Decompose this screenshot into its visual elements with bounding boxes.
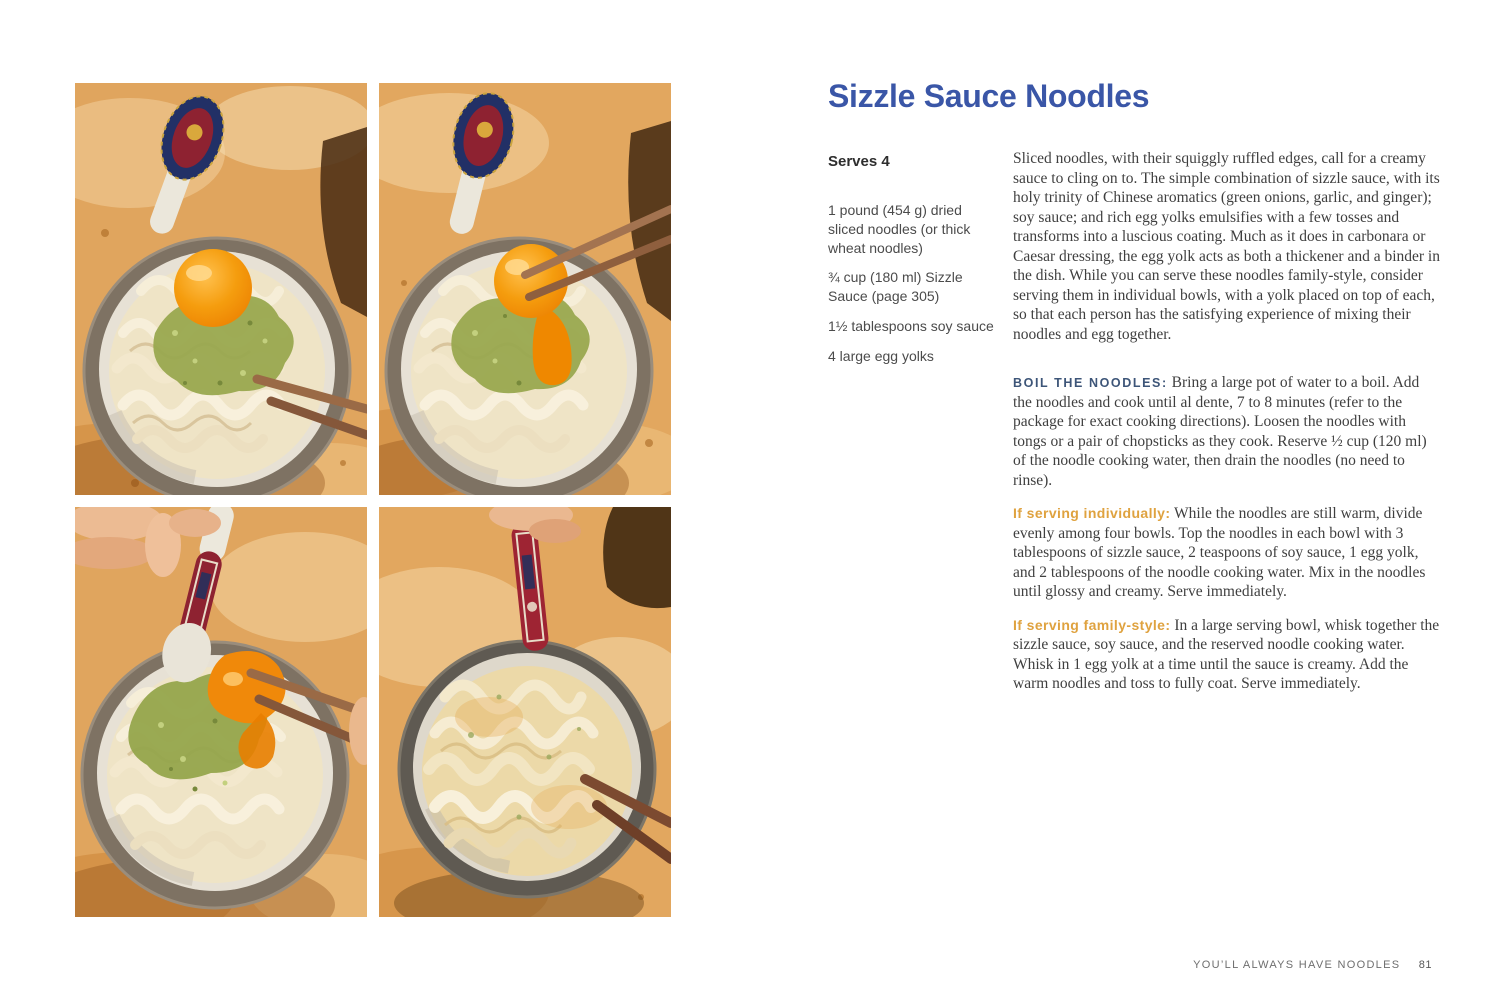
serves-label: Serves 4 <box>828 153 890 170</box>
step-boil-the-noodles <box>1013 373 1441 490</box>
recipe-title: Sizzle Sauce Noodles <box>828 78 1150 114</box>
photo-hand-mixing-noodles-image <box>75 507 367 917</box>
step-serving-individually <box>1013 504 1441 602</box>
running-head: YOU’LL ALWAYS HAVE NOODLES <box>1193 959 1401 971</box>
step-text-individually: While the noodles are still warm, divide evenly among four bowls. Top the noodles in each bowl with 3 tablespoons of sizzle sauce, 2 teaspoons of soy sauce, 1 egg yolk, and 2 tablespoons of the noodle cooking water. Mix in the noodles until glossy and creamy. Serve immediately. <box>1013 505 1426 601</box>
photo-chopsticks-piercing-yolk <box>379 83 671 495</box>
photo-chopsticks-piercing-yolk-image <box>379 83 671 495</box>
ingredient-item: 1 pound (454 g) dried sliced noodles (or thick wheat noodles) <box>828 202 971 256</box>
photo-noodles-whole-yolk <box>75 83 367 495</box>
ingredients-sidebar <box>828 153 996 376</box>
page-number: 81 <box>1418 959 1432 971</box>
ingredient-item: ¾ cup (180 ml) Sizzle Sauce (page 305) <box>828 269 963 304</box>
ingredient-item: 4 large egg yolks <box>828 347 934 364</box>
step-serving-family-style <box>1013 616 1441 694</box>
step-text-boil: Bring a large pot of water to a boil. Add the noodles and cook until al dente, 7 to 8 minutes (refer to the package for exact cooking directions). Loosen the noodles with tongs or a pair of chopsticks as they cook. Reserve ½ cup (120 ml) of the noodle cooking water, then drain the noodles (no need to rinse). <box>1013 374 1427 489</box>
recipe-body-column <box>1013 149 1441 708</box>
step-heading-individually: If serving individually: <box>1013 505 1171 522</box>
photo-mixed-noodles <box>379 507 671 917</box>
photo-hand-mixing-noodles <box>75 507 367 917</box>
photo-noodles-whole-yolk-image <box>75 83 367 495</box>
step-heading-boil: BOIL THE NOODLES: <box>1013 376 1168 391</box>
ingredient-item: 1½ tablespoons soy sauce <box>828 317 994 334</box>
photo-grid <box>75 83 671 917</box>
running-footer <box>1193 959 1432 971</box>
step-heading-family-style: If serving family-style: <box>1013 616 1171 633</box>
photo-mixed-noodles-image <box>379 507 671 917</box>
step-text-family-style: In a large serving bowl, whisk together the sizzle sauce, soy sauce, and the reserved noodle cooking water. Whisk in 1 egg yolk at a time until the sauce is creamy. Add the warm noodles and toss to fully coat. Serve immediately. <box>1013 616 1440 693</box>
recipe-intro-paragraph: Sliced noodles, with their squiggly ruffled edges, call for a creamy sauce to cling on to. The simple combination of sizzle sauce, with its holy trinity of Chinese aromatics (green onions, garlic, and ginger); soy sauce; and rich egg yolks emulsifies with a few tosses and transforms into a luscious coating. Much as it does in carbonara or Caesar dressing, the egg yolk acts as both a thickener and a binder in the dish. While you can serve these noodles family-style, consider serving them in individual bowls, with a yolk placed on top of each, so that each person has the satisfying experience of mixing their noodles and egg together. <box>1013 150 1440 343</box>
